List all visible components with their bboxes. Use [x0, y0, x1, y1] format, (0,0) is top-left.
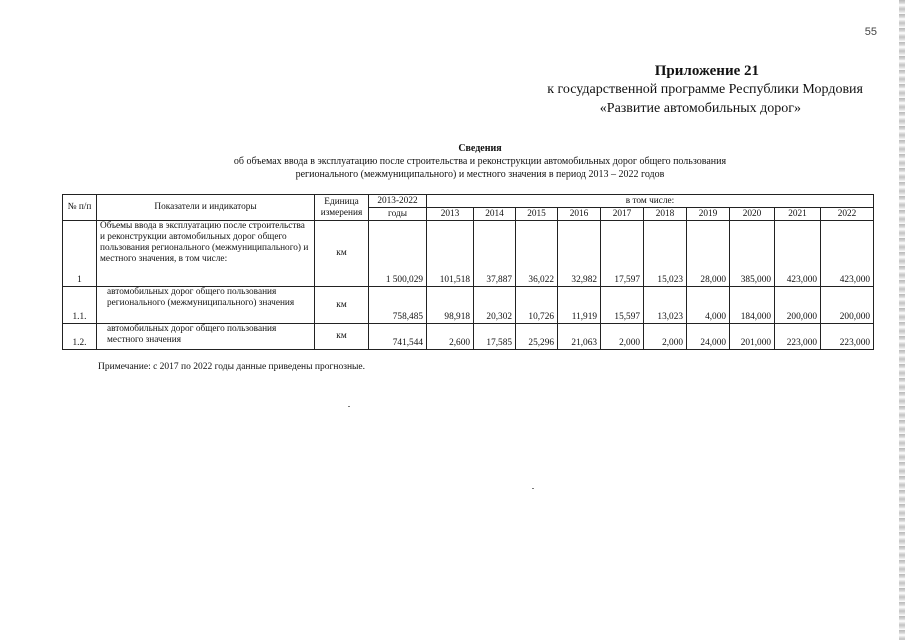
row-total: 1 500,029: [369, 221, 427, 287]
report-subtitle-line1: об объемах ввода в эксплуатацию после строительства и реконструкции автомобильных дорог общего пользования: [233, 156, 727, 167]
row-value: 17,585: [474, 324, 516, 350]
row-value: 98,918: [427, 287, 474, 324]
header-period: 2013-2022: [369, 195, 427, 208]
row-value: 201,000: [730, 324, 775, 350]
page-number: 55: [864, 26, 877, 38]
row-value: 101,518: [427, 221, 474, 287]
header-num: № п/п: [63, 195, 97, 221]
row-value: 25,296: [516, 324, 558, 350]
table-row: [63, 221, 874, 287]
row-value: 223,000: [821, 324, 874, 350]
scan-speck: [348, 406, 350, 407]
header-year: 2018: [644, 208, 687, 221]
report-subtitle-line2: регионального (межмуниципального) и местного значения в период 2013 – 2022 годов: [295, 169, 665, 180]
header-indicator: Показатели и индикаторы: [97, 195, 315, 221]
row-value: 423,000: [775, 221, 821, 287]
row-num: 1: [63, 221, 97, 287]
row-value: 223,000: [775, 324, 821, 350]
table-row: [63, 324, 874, 350]
row-value: 200,000: [775, 287, 821, 324]
scan-edge-artifact: [899, 0, 905, 640]
row-value: 4,000: [687, 287, 730, 324]
row-value: 11,919: [558, 287, 601, 324]
row-num: 1.1.: [63, 287, 97, 324]
appendix-header: [547, 62, 863, 118]
row-value: 37,887: [474, 221, 516, 287]
row-value: 2,600: [427, 324, 474, 350]
row-value: 200,000: [821, 287, 874, 324]
row-value: 24,000: [687, 324, 730, 350]
row-value: 2,000: [644, 324, 687, 350]
header-year: 2014: [474, 208, 516, 221]
table-row: [63, 287, 874, 324]
row-unit: км: [315, 324, 369, 350]
appendix-program-name: «Развитие автомобильных дорог»: [599, 101, 801, 116]
row-value: 10,726: [516, 287, 558, 324]
report-heading: [160, 142, 800, 181]
row-value: 36,022: [516, 221, 558, 287]
row-value: 20,302: [474, 287, 516, 324]
row-indicator: Объемы ввода в эксплуатацию после строительства и реконструкции автомобильных дорог общего пользования регионального (межмуниципального) и местного значения, в том числе:: [97, 221, 315, 287]
row-value: 21,063: [558, 324, 601, 350]
row-indicator: автомобильных дорог общего пользования местного значения: [97, 324, 315, 350]
row-indicator: автомобильных дорог общего пользования регионального (межмуниципального) значения: [97, 287, 315, 324]
header-year: 2020: [730, 208, 775, 221]
header-year: 2022: [821, 208, 874, 221]
header-year: 2021: [775, 208, 821, 221]
header-year: 2016: [558, 208, 601, 221]
table-header-row: [63, 195, 874, 208]
header-period-sub: годы: [369, 208, 427, 221]
report-title: Сведения: [458, 143, 502, 154]
row-value: 28,000: [687, 221, 730, 287]
row-unit: км: [315, 287, 369, 324]
header-year: 2017: [601, 208, 644, 221]
row-value: 385,000: [730, 221, 775, 287]
footnote: Примечание: с 2017 по 2022 годы данные приведены прогнозные.: [98, 362, 366, 372]
row-unit: км: [315, 221, 369, 287]
row-value: 15,597: [601, 287, 644, 324]
header-unit: Единица измерения: [315, 195, 369, 221]
appendix-program: к государственной программе Республики Мордовия: [547, 82, 863, 97]
header-year: 2019: [687, 208, 730, 221]
row-total: 758,485: [369, 287, 427, 324]
row-value: 17,597: [601, 221, 644, 287]
row-value: 184,000: [730, 287, 775, 324]
row-value: 32,982: [558, 221, 601, 287]
row-value: 423,000: [821, 221, 874, 287]
row-total: 741,544: [369, 324, 427, 350]
header-year: 2015: [516, 208, 558, 221]
appendix-title: Приложение 21: [654, 63, 759, 79]
row-num: 1.2.: [63, 324, 97, 350]
data-table: [62, 194, 874, 350]
header-including: в том числе:: [427, 195, 874, 208]
scan-speck: [532, 488, 534, 489]
row-value: 2,000: [601, 324, 644, 350]
row-value: 13,023: [644, 287, 687, 324]
header-year: 2013: [427, 208, 474, 221]
row-value: 15,023: [644, 221, 687, 287]
